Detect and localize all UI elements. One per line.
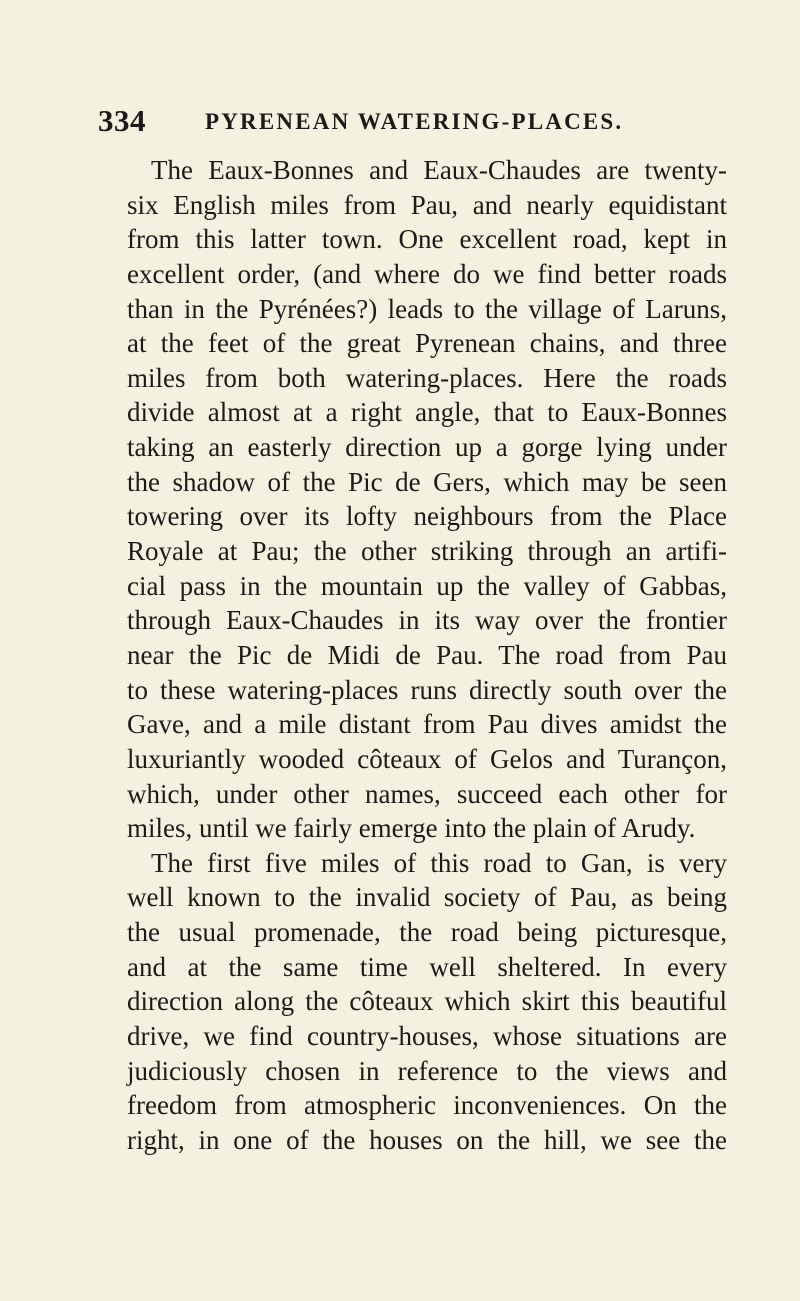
text-line: direction along the côteaux which skirt this beautiful bbox=[127, 986, 727, 1017]
text-line: to these watering-places runs directly south over the bbox=[127, 674, 727, 705]
text-line: six English miles from Pau, and nearly equidistant bbox=[127, 189, 727, 220]
text-line: judiciously chosen in reference to the views and bbox=[127, 1055, 727, 1086]
text-line: taking an easterly direction up a gorge lying under bbox=[127, 432, 727, 463]
page-number: 334 bbox=[98, 103, 146, 138]
text-line: and at the same time well sheltered. In every bbox=[127, 951, 727, 982]
text-line: towering over its lofty neighbours from the Place bbox=[127, 501, 727, 532]
text-line: luxuriantly wooded côteaux of Gelos and Turançon, bbox=[127, 743, 727, 774]
text-line: from this latter town. One excellent road, kept in bbox=[127, 224, 727, 255]
text-line: divide almost at a right angle, that to Eaux-Bonnes bbox=[127, 397, 727, 428]
text-line: right, in one of the houses on the hill, we see the bbox=[127, 1124, 727, 1155]
text-line: miles from both watering-places. Here the roads bbox=[127, 362, 727, 393]
text-line: cial pass in the mountain up the valley of Gabbas, bbox=[127, 570, 727, 601]
text-line: freedom from atmospheric inconveniences. On the bbox=[127, 1090, 727, 1121]
text-line: the shadow of the Pic de Gers, which may be seen bbox=[127, 466, 727, 497]
body-text bbox=[127, 153, 727, 1158]
text-line: Royale at Pau; the other striking through an artifi- bbox=[127, 536, 727, 567]
text-line: drive, we find country-houses, whose situations are bbox=[127, 1021, 727, 1052]
text-line: which, under other names, succeed each other for bbox=[127, 778, 727, 809]
text-line: well known to the invalid society of Pau, as being bbox=[127, 882, 727, 913]
page-header bbox=[98, 101, 738, 143]
text-line: at the feet of the great Pyrenean chains, and three bbox=[127, 328, 727, 359]
running-head: PYRENEAN WATERING-PLACES. bbox=[205, 109, 624, 134]
text-line: Gave, and a mile distant from Pau dives amidst the bbox=[127, 709, 727, 740]
text-line: near the Pic de Midi de Pau. The road from Pau bbox=[127, 639, 727, 670]
text-line: the usual promenade, the road being picturesque, bbox=[127, 917, 727, 948]
text-line: than in the Pyrénées?) leads to the village of Laruns, bbox=[127, 293, 727, 324]
text-line: miles, until we fairly emerge into the plain of Arudy. bbox=[127, 813, 696, 844]
text-line: excellent order, (and where do we find better roads bbox=[127, 258, 727, 289]
text-line: through Eaux-Chaudes in its way over the frontier bbox=[127, 605, 727, 636]
text-line: The Eaux-Bonnes and Eaux-Chaudes are twenty- bbox=[151, 155, 727, 185]
text-line: The first five miles of this road to Gan, is very bbox=[151, 847, 727, 878]
